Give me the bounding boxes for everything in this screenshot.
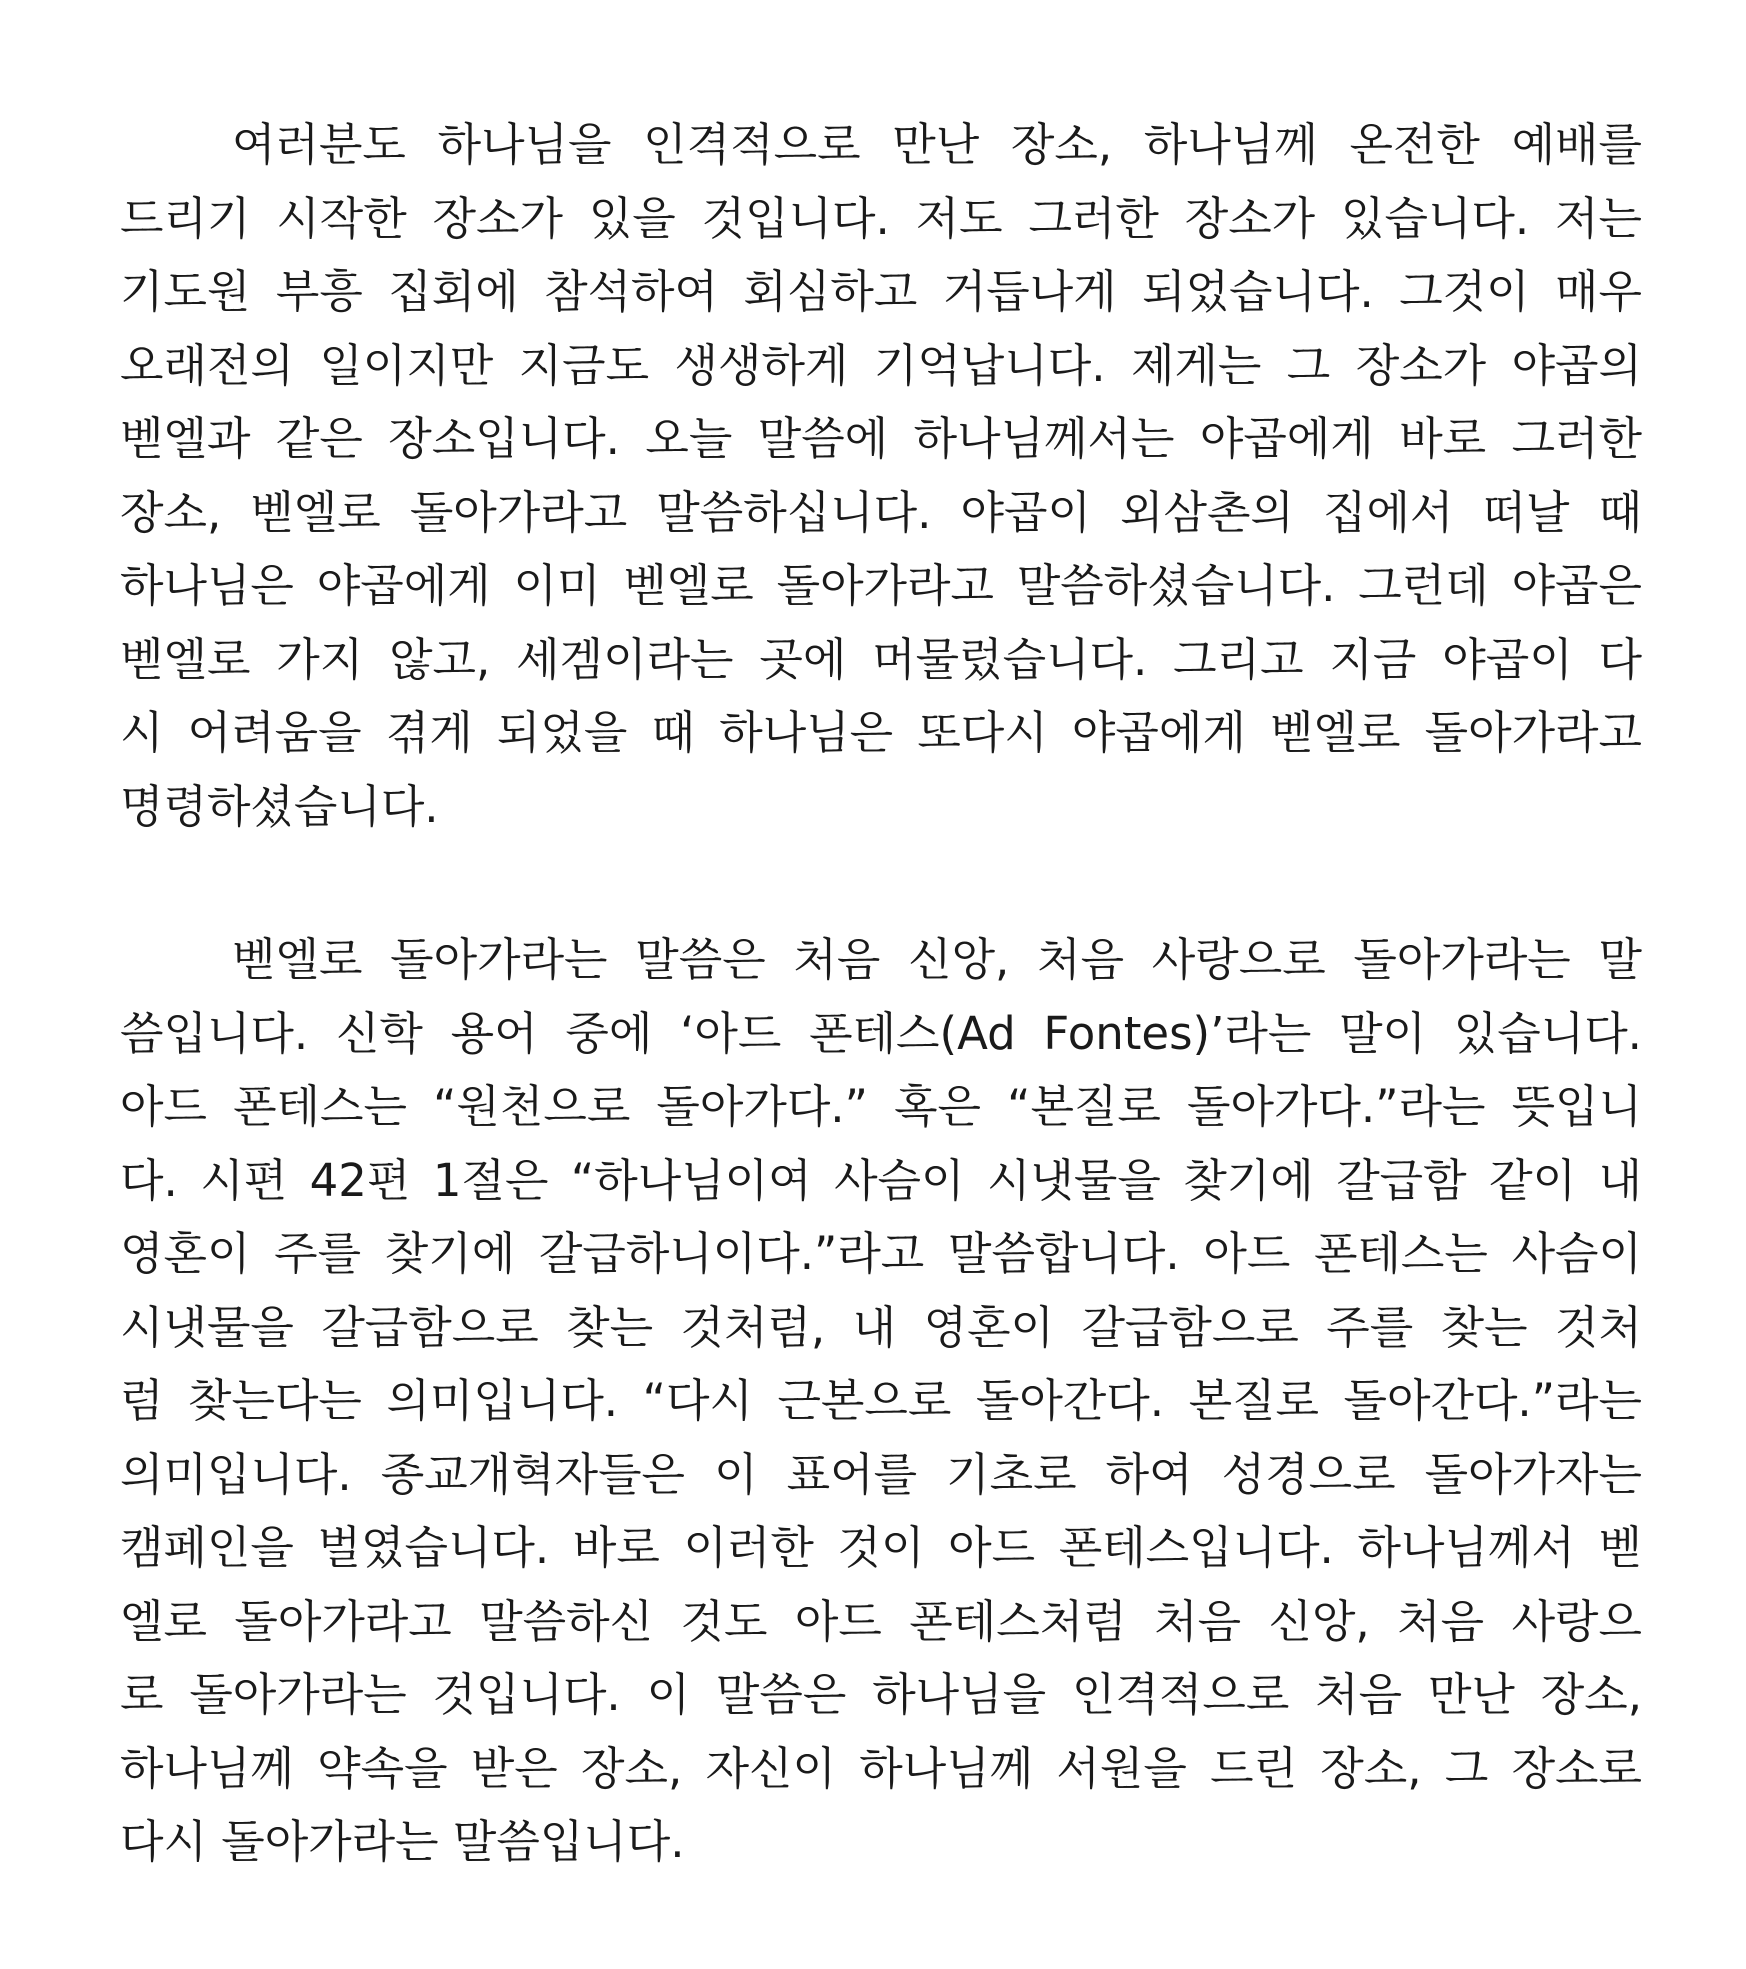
paragraph-line: 벧엘과 같은 장소입니다. 오늘 말씀에 하나님께서는 야곱에게 바로 그러한 bbox=[120, 412, 1642, 465]
paragraph-line: 하나님께 약속을 받은 장소, 자신이 하나님께 서원을 드린 장소, 그 장소로 bbox=[120, 1741, 1642, 1795]
paragraph-line: 오래전의 일이지만 지금도 생생하게 기억납니다. 제게는 그 장소가 야곱의 bbox=[120, 338, 1642, 392]
paragraph-line: 장소, 벧엘로 돌아가라고 말씀하십니다. 야곱이 외삼촌의 집에서 떠날 때 bbox=[120, 485, 1642, 539]
paragraph-line: 아드 폰테스는 “원천으로 돌아가다.” 혹은 “본질로 돌아가다.”라는 뜻입니 bbox=[120, 1080, 1642, 1133]
paragraph-1 bbox=[120, 108, 1642, 843]
paragraph-line: 시 어려움을 겪게 되었을 때 하나님은 또다시 야곱에게 벧엘로 돌아가라고 bbox=[120, 706, 1642, 759]
paragraph-2 bbox=[120, 923, 1642, 1879]
paragraph-line: 여러분도 하나님을 인격적으로 만난 장소, 하나님께 온전한 예배를 bbox=[232, 118, 1642, 171]
paragraph-line: 시냇물을 갈급함으로 찾는 것처럼, 내 영혼이 갈급함으로 주를 찾는 것처 bbox=[120, 1300, 1642, 1354]
paragraph-line: 엘로 돌아가라고 말씀하신 것도 아드 폰테스처럼 처음 신앙, 처음 사랑으 bbox=[120, 1594, 1642, 1648]
document-page bbox=[120, 108, 1642, 1879]
paragraph-line: 하나님은 야곱에게 이미 벧엘로 돌아가라고 말씀하셨습니다. 그런데 야곱은 bbox=[120, 559, 1642, 612]
paragraph-line: 기도원 부흥 집회에 참석하여 회심하고 거듭나게 되었습니다. 그것이 매우 bbox=[120, 265, 1642, 318]
paragraph-line: 다. 시편 42편 1절은 “하나님이여 사슴이 시냇물을 찾기에 갈급함 같이 내 bbox=[120, 1153, 1642, 1207]
paragraph-line: 로 돌아가라는 것입니다. 이 말씀은 하나님을 인격적으로 처음 만난 장소, bbox=[120, 1668, 1642, 1721]
paragraph-line: 영혼이 주를 찾기에 갈급하니이다.”라고 말씀합니다. 아드 폰테스는 사슴이 bbox=[120, 1227, 1642, 1280]
paragraph-line: 명령하셨습니다. bbox=[120, 779, 439, 833]
paragraph-line: 럼 찾는다는 의미입니다. “다시 근본으로 돌아간다. 본질로 돌아간다.”라는 bbox=[120, 1374, 1642, 1427]
paragraph-line: 드리기 시작한 장소가 있을 것입니다. 저도 그러한 장소가 있습니다. 저는 bbox=[120, 191, 1642, 245]
paragraph-line: 캠페인을 벌였습니다. 바로 이러한 것이 아드 폰테스입니다. 하나님께서 벧 bbox=[120, 1521, 1642, 1574]
paragraph-line: 의미입니다. 종교개혁자들은 이 표어를 기초로 하여 성경으로 돌아가자는 bbox=[120, 1447, 1642, 1501]
paragraph-line: 벧엘로 돌아가라는 말씀은 처음 신앙, 처음 사랑으로 돌아가라는 말 bbox=[232, 933, 1642, 986]
paragraph-line: 벧엘로 가지 않고, 세겜이라는 곳에 머물렀습니다. 그리고 지금 야곱이 다 bbox=[120, 632, 1642, 686]
paragraph-line: 씀입니다. 신학 용어 중에 ‘아드 폰테스(Ad Fontes)’라는 말이 있습니다. bbox=[120, 1006, 1642, 1060]
paragraph-line: 다시 돌아가라는 말씀입니다. bbox=[120, 1815, 685, 1868]
